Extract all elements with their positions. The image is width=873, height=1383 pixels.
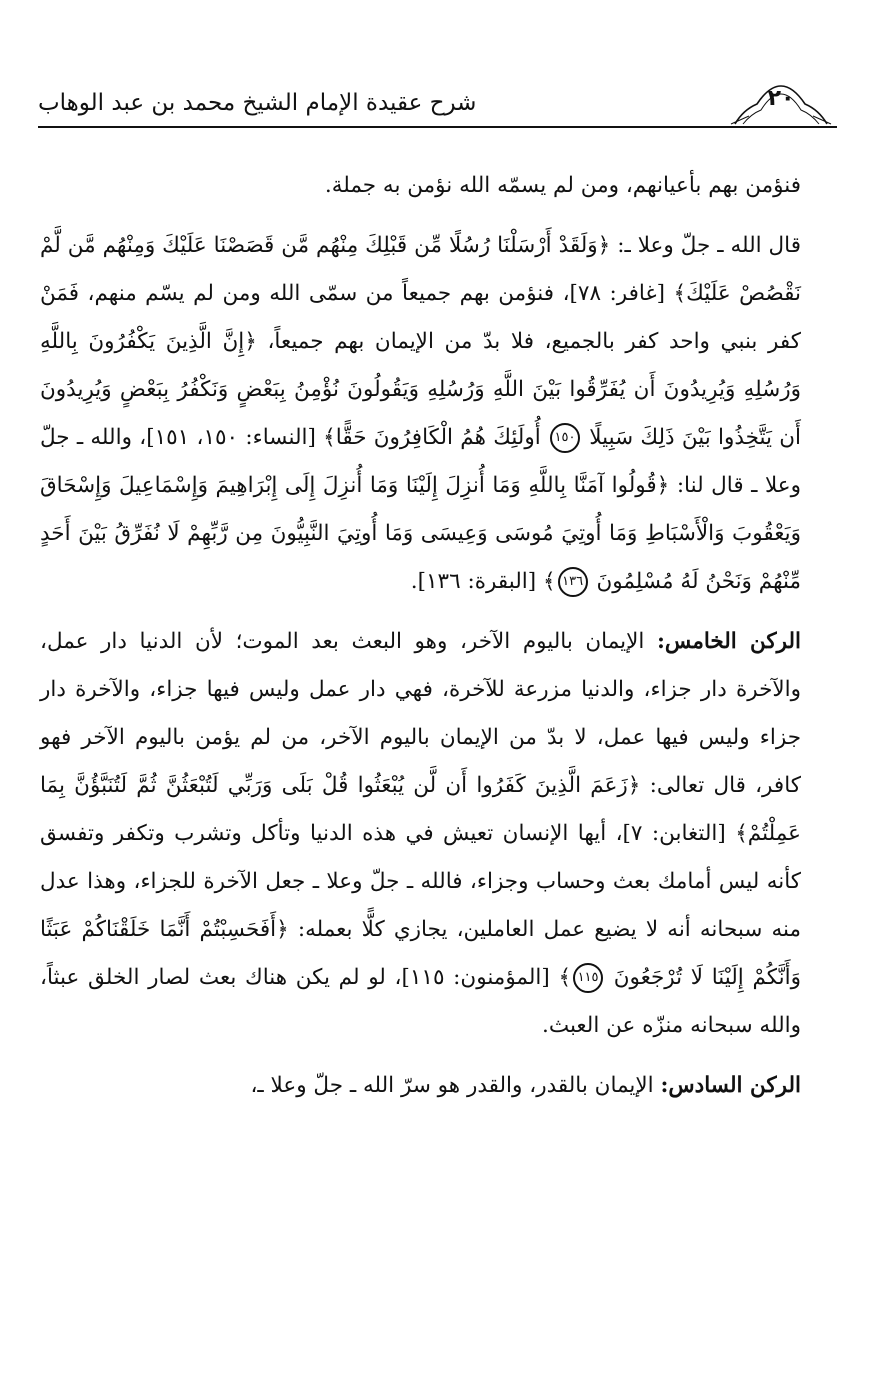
paragraph-2-lead: قال الله ـ جلّ وعلا ـ:	[617, 233, 801, 258]
verse-reference: [البقرة: ١٣٦].	[410, 569, 537, 594]
quran-verse-nisa-151: أُولَئِكَ هُمُ الْكَافِرُونَ حَقًّا	[335, 425, 541, 450]
verse-bracket-open: ﴿	[627, 773, 641, 798]
paragraph-2-text: والله ـ جلّ وعلا ـ قال لنا:	[40, 425, 802, 498]
section-heading-fifth-pillar: الركن الخامس:	[656, 629, 801, 654]
verse-number-badge: ١٣٦	[558, 567, 588, 597]
quran-verse-baqarah: قُولُوا آمَنَّا بِاللَّهِ وَمَا أُنزِلَ إِلَيْنَا وَمَا أُنزِلَ إِلَى إِبْرَاهِيمَ وَإِسْمَاعِيلَ وَإِسْحَاقَ وَيَعْقُوبَ وَالْأَسْبَاطِ وَمَا أُوتِيَ مُوسَى وَعِيسَى وَمَا أُوتِيَ النَّبِيُّونَ مِن رَّبِّهِمْ لَا نُفَرِّقُ بَيْنَ أَحَدٍ مِّنْهُمْ وَنَحْنُ لَهُ مُسْلِمُونَ	[40, 473, 801, 594]
verse-number-badge: ١٥٠	[550, 423, 580, 453]
header-rule	[38, 126, 837, 128]
verse-bracket-close: ﴾	[323, 425, 336, 450]
verse-reference: [المؤمنون: ١١٥]،	[394, 965, 550, 990]
verse-bracket-open: ﴿	[597, 233, 611, 258]
verse-reference: [غافر: ٧٨]،	[562, 281, 666, 306]
paragraph-3	[40, 618, 801, 1050]
page-number-ornament	[729, 80, 833, 126]
section-heading-sixth-pillar: الركن السادس:	[660, 1073, 801, 1098]
paragraph-4	[40, 1062, 801, 1110]
verse-bracket-open: ﴿	[244, 329, 257, 354]
verse-bracket-close: ﴾	[558, 965, 572, 990]
paragraph-3-text: لو لم يكن هناك بعث لصار الخلق عبثاً، والله سبحانه منزّه عن العبث.	[40, 965, 801, 1038]
quran-verse-taghabun: زَعَمَ الَّذِينَ كَفَرُوا أَن لَّن يُبْعَثُوا قُلْ بَلَى وَرَبِّي لَتُبْعَثُنَّ ثُمَّ لَتُنَبَّؤُنَّ بِمَا عَمِلْتُمْ	[40, 773, 801, 846]
verse-reference: [التغابن: ٧]،	[615, 821, 726, 846]
verse-bracket-open: ﴿	[276, 917, 289, 942]
paragraph-4-text: الإيمان بالقدر، والقدر هو سرّ الله ـ جلّ وعلا ـ،	[250, 1073, 654, 1098]
verse-reference: [النساء: ١٥٠، ١٥١]،	[139, 425, 316, 450]
verse-number-badge: ١١٥	[573, 963, 603, 993]
quran-verse-nisa-150: إِنَّ الَّذِينَ يَكْفُرُونَ بِاللَّهِ وَرُسُلِهِ وَيُرِيدُونَ أَن يُفَرِّقُوا بَيْنَ اللَّهِ وَرُسُلِهِ وَيَقُولُونَ نُؤْمِنُ بِبَعْضٍ وَنَكْفُرُ بِبَعْضٍ وَيُرِيدُونَ أَن يَتَّخِذُوا بَيْنَ ذَلِكَ سَبِيلًا	[40, 329, 802, 450]
running-header	[38, 80, 837, 130]
quran-verse-ghafir: وَلَقَدْ أَرْسَلْنَا رُسُلًا مِّن قَبْلِكَ مِنْهُم مَّن قَصَصْنَا عَلَيْكَ وَمِنْهُم مَّن لَّمْ نَقْصُصْ عَلَيْكَ	[40, 233, 802, 306]
verse-bracket-close: ﴾	[542, 569, 556, 594]
page-number: ٢٠	[767, 86, 795, 111]
page-body	[40, 162, 801, 1343]
quran-verse-muminun: أَفَحَسِبْتُمْ أَنَّمَا خَلَقْنَاكُمْ عَبَثًا وَأَنَّكُمْ إِلَيْنَا لَا تُرْجَعُونَ	[40, 917, 801, 990]
book-title: شرح عقيدة الإمام الشيخ محمد بن عبد الوهاب	[38, 90, 477, 116]
verse-bracket-close: ﴾	[735, 821, 748, 846]
verse-bracket-close: ﴾	[673, 281, 687, 306]
paragraph-1: فنؤمن بهم بأعيانهم، ومن لم يسمّه الله نؤمن به جملة.	[324, 173, 801, 198]
paragraph-3-text: أيها الإنسان تعيش في هذه الدنيا وتأكل وتشرب وتكفر وتفسق كأنه ليس أمامك بعث وحساب وجزاء، فالله ـ جلّ وعلا ـ جعل الآخرة للجزاء، وهذا عدل منه سبحانه أنه لا يضيع عمل العاملين، يجازي كلًّا بعمله:	[40, 821, 801, 942]
verse-bracket-open: ﴿	[656, 473, 670, 498]
paragraph-3-text: الإيمان باليوم الآخر، وهو البعث بعد الموت؛ لأن الدنيا دار عمل، والآخرة دار جزاء، والدنيا مزرعة للآخرة، فهي دار عمل وليس فيها جزاء، والآخرة دار جزاء وليس فيها عمل، لا بدّ من الإيمان باليوم الآخر، من لم يؤمن باليوم الآخر فهو كافر، قال تعالى:	[40, 629, 801, 798]
paragraph-2-text: فنؤمن بهم جميعاً من سمّى الله ومن لم يسّم منهم، فَمَنْ كفر بنبي واحد كفر بالجميع، فلا بدّ من الإيمان بهم جميعاً،	[40, 281, 801, 354]
paragraph-2	[40, 222, 801, 606]
